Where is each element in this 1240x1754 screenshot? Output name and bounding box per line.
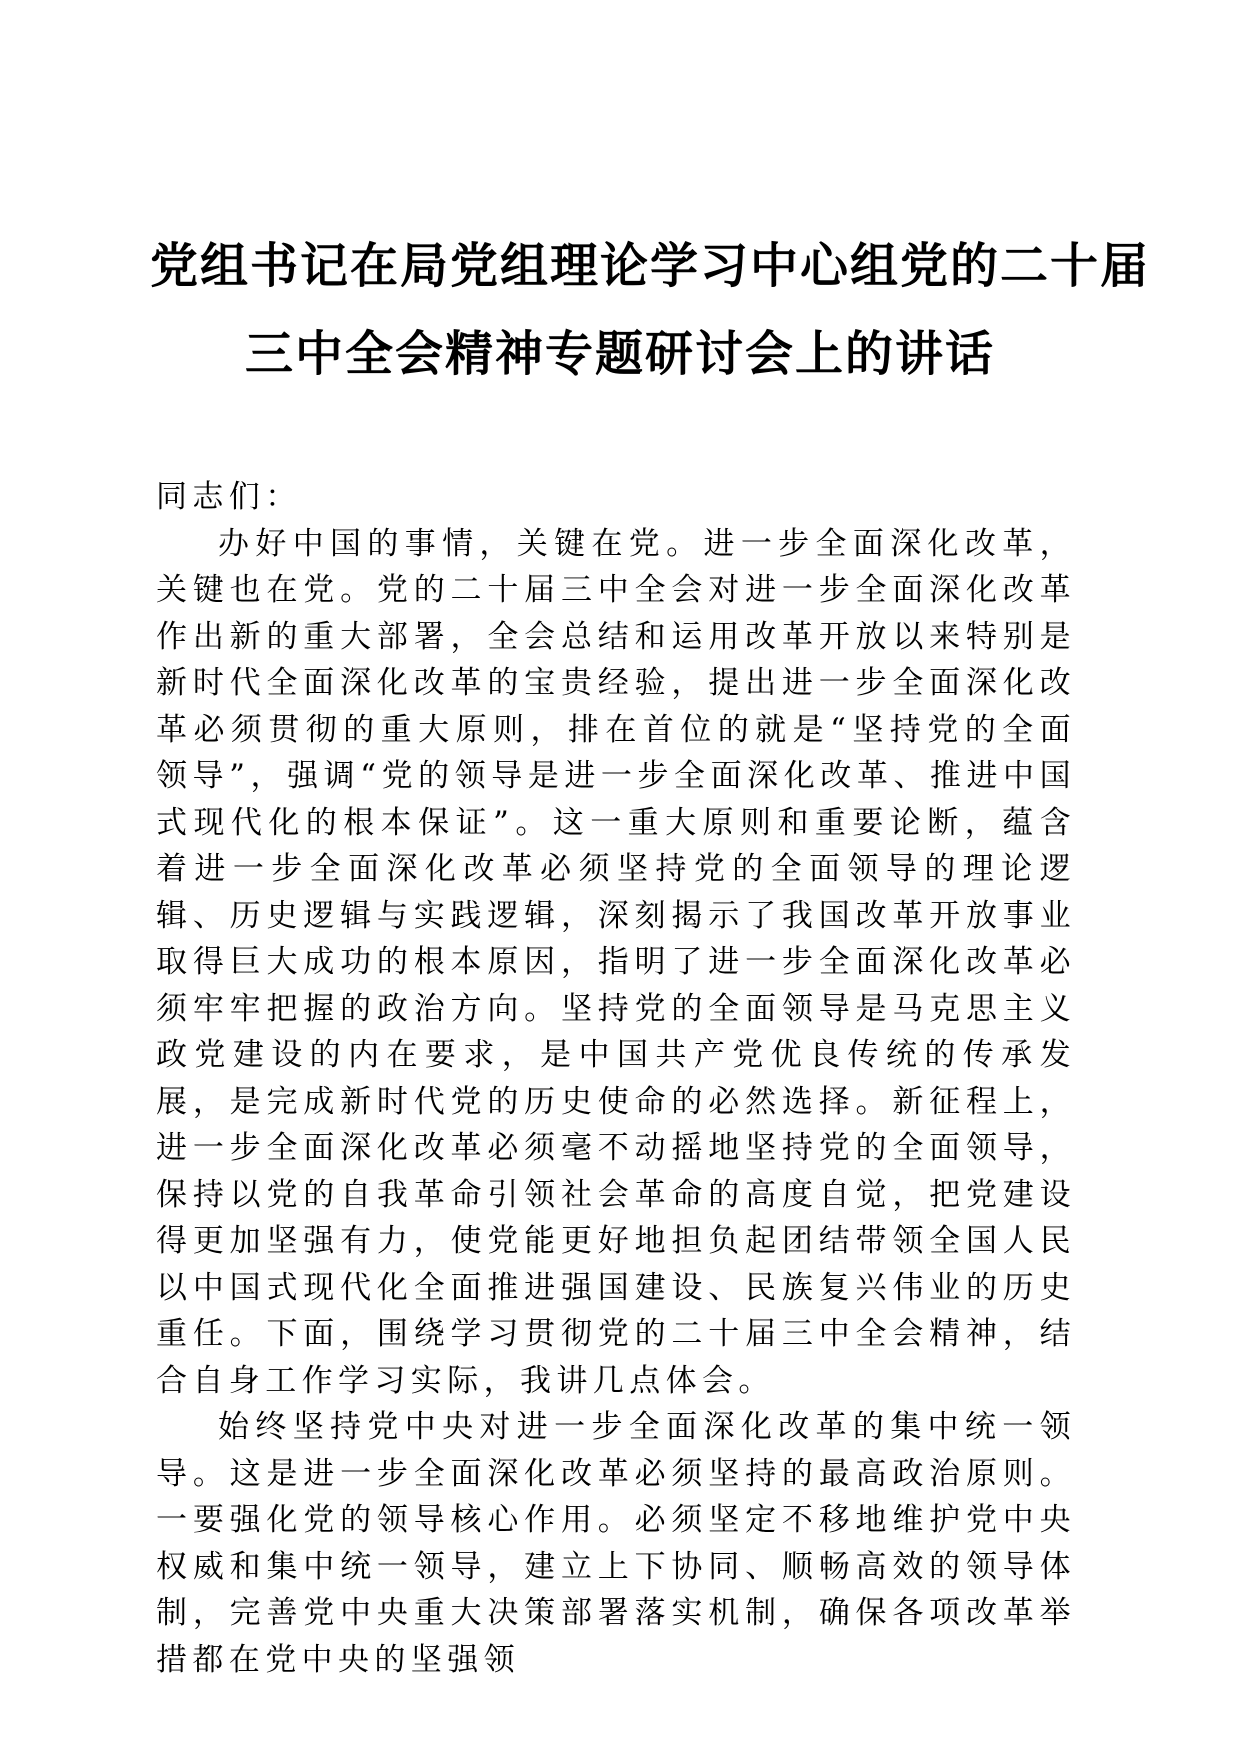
salutation: 同志们： — [156, 479, 302, 515]
title-line-2: 三中全会精神专题研讨会上的讲话 — [244, 326, 995, 382]
document-body — [156, 474, 1076, 1683]
paragraph-1: 办好中国的事情，关键在党。进一步全面深化改革，关键也在党。党的二十届三中全会对进一步全面深化改革作出新的重大部署，全会总结和运用改革开放以来特别是新时代全面深化改革的宝贵经验，提出进一步全面深化改革必须贯彻的重大原则，排在首位的就是“坚持党的全面领导”，强调“党的领导是进一步全面深化改革、推进中国式现代化的根本保证”。这一重大原则和重要论断，蕴含着进一步全面深化改革必须坚持党的全面领导的理论逻辑、历史逻辑与实践逻辑，深刻揭示了我国改革开放事业取得巨大成功的根本原因，指明了进一步全面深化改革必须牢牢把握的政治方向。坚持党的全面领导是马克思主义政党建设的内在要求，是中国共产党优良传统的传承发展，是完成新时代党的历史使命的必然选择。新征程上，进一步全面深化改革必须毫不动摇地坚持党的全面领导，保持以党的自我革命引领社会革命的高度自觉，把党建设得更加坚强有力，使党能更好地担负起团结带领全国人民以中国式现代化全面推进强国建设、民族复兴伟业的历史重任。下面，围绕学习贯彻党的二十届三中全会精神，结合自身工作学习实际，我讲几点体会。 — [156, 525, 1076, 1399]
document-title — [150, 222, 1151, 398]
paragraph-2: 始终坚持党中央对进一步全面深化改革的集中统一领导。这是进一步全面深化改革必须坚持的最高政治原则。一要强化党的领导核心作用。必须坚定不移地维护党中央权威和集中统一领导，建立上下协同、顺畅高效的领导体制，完善党中央重大决策部署落实机制，确保各项改革举措都在党中央的坚强领 — [156, 1409, 1076, 1678]
title-line-1: 党组书记在局党组理论学习中心组党的二十届 — [150, 238, 1151, 294]
